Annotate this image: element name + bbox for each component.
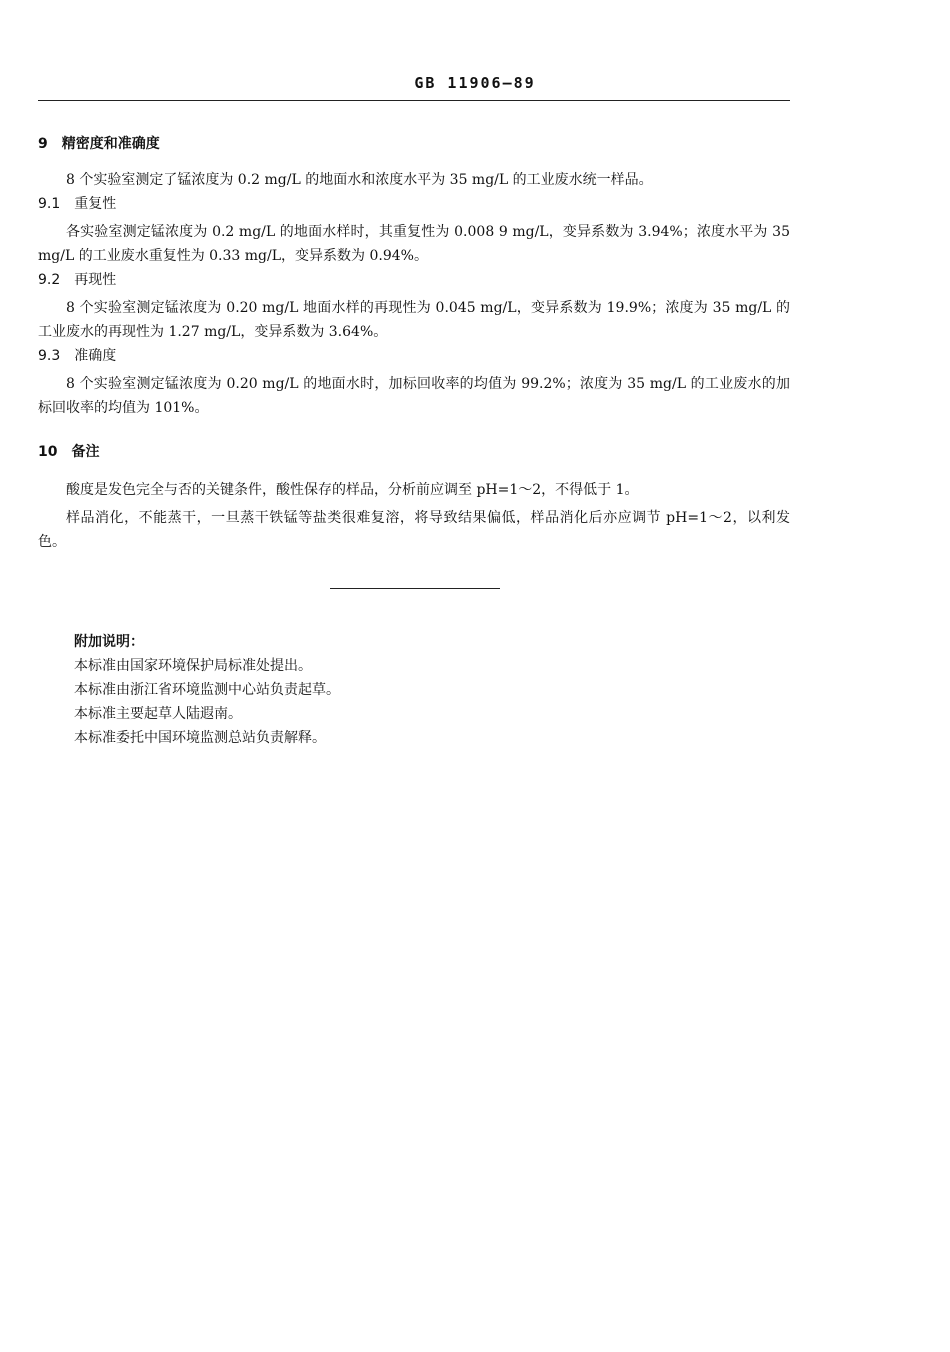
section-9-heading [38,132,790,156]
section-10-title: 备注 [71,444,100,460]
appendix-line: 本标准由国家环境保护局标准处提出。 [74,658,312,674]
subsection-9-3-text: 8 个实验室测定锰浓度为 0.20 mg/L 的地面水时，加标回收率的均值为 99.2%；浓度为 35 mg/L 的工业废水的加标回收率的均值为 101%。 [38,376,790,416]
subsection-9-1-title: 重复性 [74,196,117,212]
section-9-title: 精密度和准确度 [61,136,160,152]
header-divider [38,100,790,101]
section-10-paragraph-2: 样品消化，不能蒸干，一旦蒸干铁锰等盐类很难复溶，将导致结果偏低，样品消化后亦应调节 pH=1～2，以利发色。 [38,510,790,550]
subsection-9-1-text: 各实验室测定锰浓度为 0.2 mg/L 的地面水样时，其重复性为 0.008 9 mg/L，变异系数为 3.94%；浓度水平为 35 mg/L 的工业废水重复性为 0.33 mg/L，变异系数为 0.94%。 [38,224,790,264]
subsection-9-2-heading [38,268,790,292]
section-end-divider [330,588,500,589]
section-10 [38,440,790,554]
appendix-title: 附加说明： [74,634,144,650]
appendix-notes [74,630,340,750]
section-9-number: 9 [38,136,48,152]
subsection-9-3-heading [38,344,790,368]
subsection-9-2-title: 再现性 [74,272,117,288]
subsection-9-2-number: 9.2 [38,272,61,288]
appendix-line: 本标准主要起草人陆遐南。 [74,706,242,722]
appendix-line: 本标准委托中国环境监测总站负责解释。 [74,730,326,746]
section-10-number: 10 [38,444,58,460]
appendix-line: 本标准由浙江省环境监测中心站负责起草。 [74,682,340,698]
section-10-heading [38,440,790,464]
section-9-intro: 8 个实验室测定了锰浓度为 0.2 mg/L 的地面水和浓度水平为 35 mg/L 的工业废水统一样品。 [66,172,653,188]
section-10-paragraph-1: 酸度是发色完全与否的关键条件，酸性保存的样品，分析前应调至 pH=1～2，不得低于 1。 [66,482,639,498]
subsection-9-2-text: 8 个实验室测定锰浓度为 0.20 mg/L 地面水样的再现性为 0.045 mg/L，变异系数为 19.9%；浓度为 35 mg/L 的工业废水的再现性为 1.27 mg/L，变异系数为 3.64%。 [38,300,790,340]
subsection-9-3-title: 准确度 [74,348,117,364]
page-header-standard-code: GB 11906—89 [414,74,536,92]
section-9 [38,132,790,420]
subsection-9-1-heading [38,192,790,216]
subsection-9-1-number: 9.1 [38,196,61,212]
subsection-9-3-number: 9.3 [38,348,61,364]
